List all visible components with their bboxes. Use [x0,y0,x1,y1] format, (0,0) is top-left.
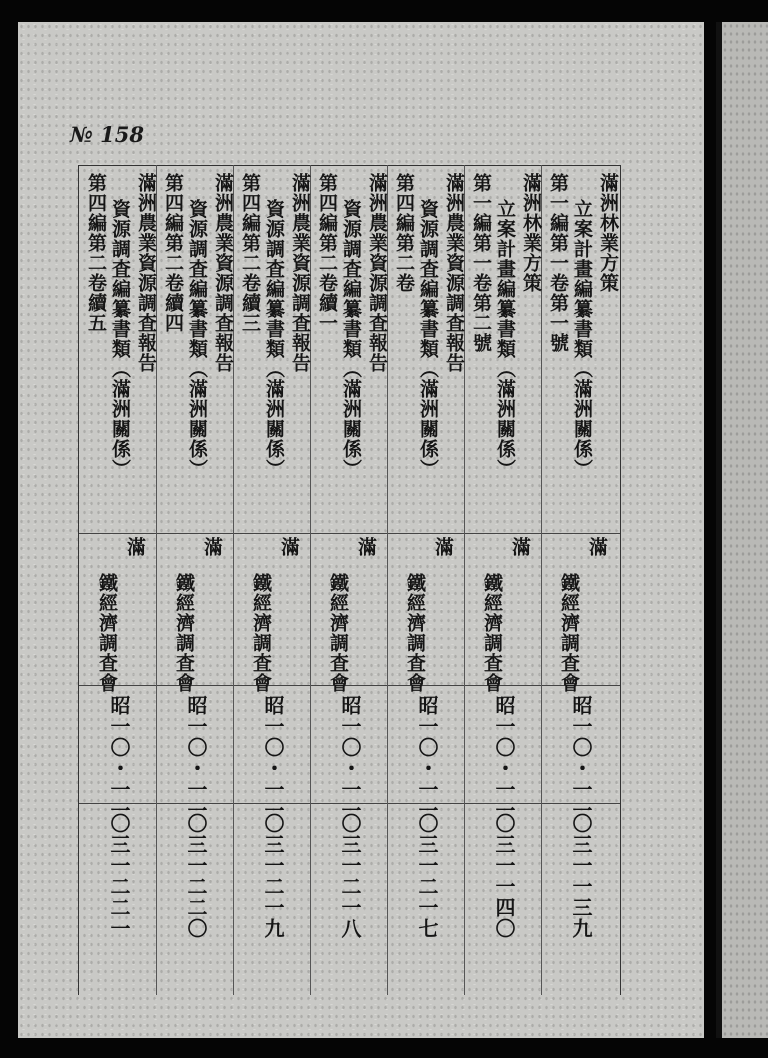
date: 昭一〇・一一 [107,695,131,821]
record-column [81,165,158,995]
record-column [235,165,312,995]
date: 昭一〇・一一 [261,695,285,821]
catalog-number: 〇三一二二〇 [184,813,208,939]
publisher-line: 鐵經濟調査會 [404,573,426,693]
record-column [466,165,543,995]
date: 昭一〇・一一 [184,695,208,821]
title-line: 滿洲林業方策 [597,173,619,293]
publisher-line: 滿 [278,537,300,557]
record-column [158,165,235,995]
title-line: 資源調査編纂書類（滿洲關係） [109,199,131,479]
title-line: 第一編第一卷第一號 [547,173,569,353]
catalog-number: 〇三一一三九 [569,813,593,939]
title-line: 滿洲農業資源調査報告 [212,173,234,373]
publisher-line: 鐵經濟調査會 [173,573,195,693]
publisher-line: 滿 [355,537,377,557]
title-line: 第四編第二卷續五 [85,173,107,333]
title-line: 資源調査編纂書類（滿洲關係） [417,199,439,479]
record-column [389,165,466,995]
publisher-line: 鐵經濟調査會 [250,573,272,693]
adjacent-page-edge [716,22,768,1038]
title-line: 滿洲林業方策 [520,173,542,293]
title-line: 第四編第二卷續一 [316,173,338,333]
date: 昭一〇・一一 [415,695,439,821]
catalog-number: 〇三一二一九 [261,813,285,939]
title-line: 立案計畫編纂書類（滿洲關係） [571,199,593,479]
date: 昭一〇・一一 [569,695,593,821]
catalog-table [78,165,621,995]
publisher-line: 鐵經濟調査會 [558,573,580,693]
title-line: 滿洲農業資源調査報告 [366,173,388,373]
date: 昭一〇・一一 [492,695,516,821]
publisher-line: 鐵經濟調査會 [327,573,349,693]
title-line: 資源調査編纂書類（滿洲關係） [263,199,285,479]
record-column [312,165,389,995]
title-line: 滿洲農業資源調査報告 [135,173,157,373]
page-number: № 158 [70,122,144,147]
publisher-line: 滿 [201,537,223,557]
title-line: 立案計畫編纂書類（滿洲關係） [494,199,516,479]
publisher-line: 滿 [509,537,531,557]
title-line: 第一編第一卷第二號 [470,173,492,353]
title-line: 資源調査編纂書類（滿洲關係） [186,199,208,479]
catalog-number: 〇三一二二一 [107,813,131,939]
publisher-line: 滿 [124,537,146,557]
publisher-line: 鐵經濟調査會 [96,573,118,693]
publisher-line: 滿 [586,537,608,557]
title-line: 滿洲農業資源調査報告 [289,173,311,373]
title-line: 滿洲農業資源調査報告 [443,173,465,373]
catalog-number: 〇三一二一八 [338,813,362,939]
catalog-number: 〇三一一四〇 [492,813,516,939]
title-line: 第四編第二卷續三 [239,173,261,333]
publisher-line: 鐵經濟調査會 [481,573,503,693]
title-line: 第四編第二卷續四 [162,173,184,333]
title-line: 第四編第二卷 [393,173,415,293]
catalog-number: 〇三一二一七 [415,813,439,939]
record-column [543,165,620,995]
date: 昭一〇・一一 [338,695,362,821]
title-line: 資源調査編纂書類（滿洲關係） [340,199,362,479]
publisher-line: 滿 [432,537,454,557]
